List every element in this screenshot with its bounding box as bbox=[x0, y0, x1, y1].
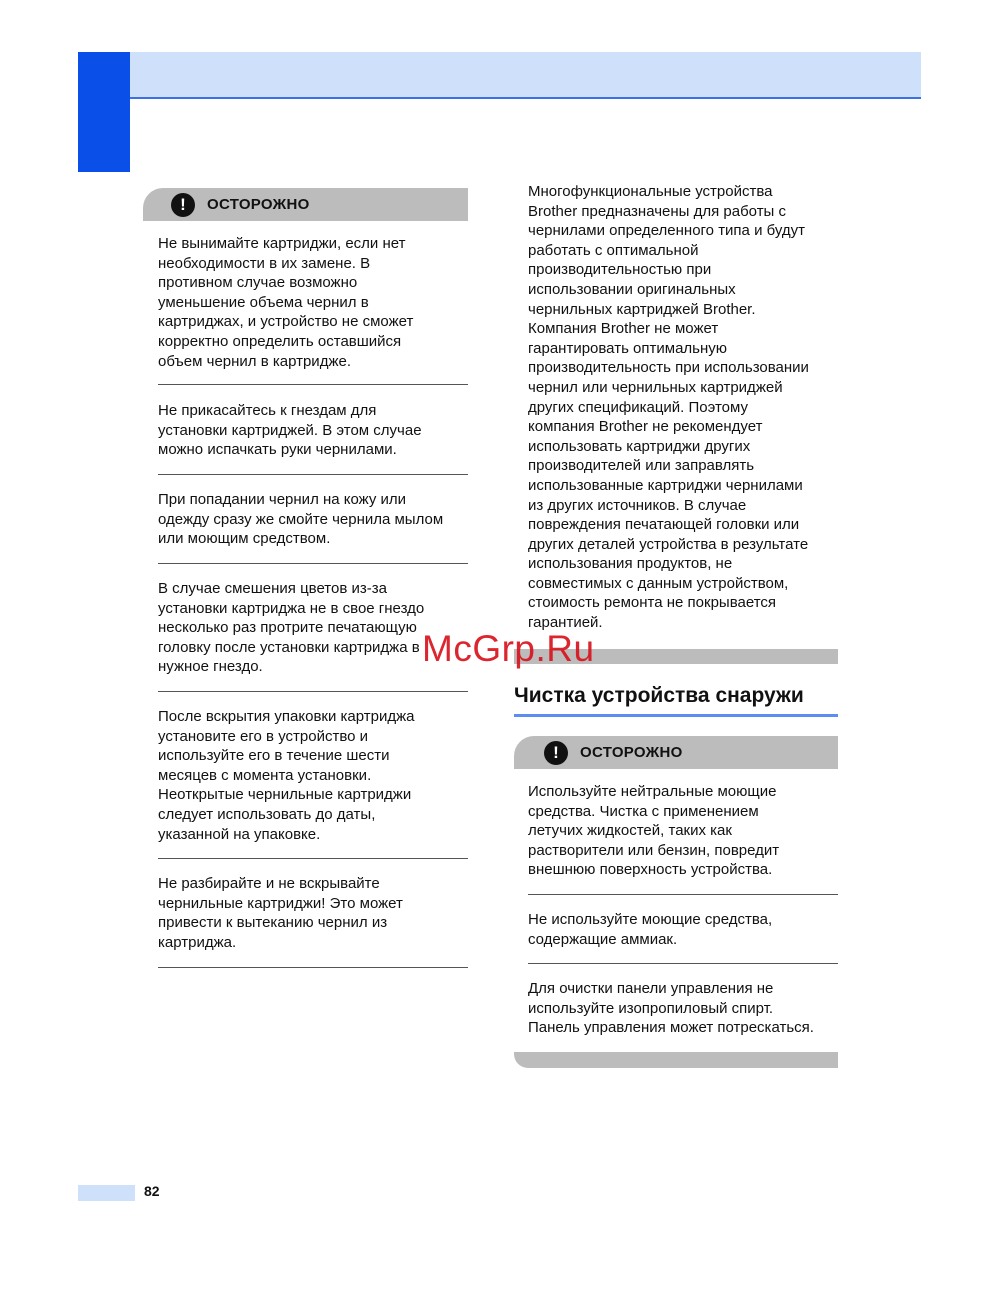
caution-paragraph: В случае смешения цветов из-за установки картриджа не в свое гнездо несколько раз протрите печатающую головку после установки картриджа в нужное гнездо. bbox=[158, 580, 425, 676]
exclamation-icon: ! bbox=[544, 741, 568, 765]
divider bbox=[158, 691, 468, 692]
caution-paragraph: Не разбирайте и не вскрывайте чернильные картриджи! Это может привести к вытеканию чернил из картриджа. bbox=[158, 875, 403, 951]
caution-header-right bbox=[514, 736, 838, 769]
divider bbox=[158, 474, 468, 475]
divider bbox=[158, 563, 468, 564]
caution-label: ОСТОРОЖНО bbox=[580, 744, 683, 761]
chapter-tab-block bbox=[78, 52, 130, 172]
caution-paragraph: Используйте нейтральные моющие средства. Чистка с применением летучих жидкостей, таких как растворители или бензин, повредит внешнюю поверхность устройства. bbox=[528, 783, 780, 879]
section-heading: Чистка устройства снаружи bbox=[514, 684, 838, 717]
page-number: 82 bbox=[144, 1183, 160, 1199]
caution-footer-bar bbox=[514, 1052, 838, 1068]
caution-paragraph: После вскрытия упаковки картриджа установите его в устройство и используйте его в течение шести месяцев с момента установки. Неоткрытые чернильные картриджи следует использовать до даты, указанной на упаковке. bbox=[158, 708, 415, 843]
footer-tab bbox=[78, 1185, 135, 1201]
body-paragraph: Многофункциональные устройства Brother предназначены для работы с чернилами определенного типа и будут работать с оптимальной производительностью при использовании оригинальных чернильных картриджей Brother. Компания Brother не может гарантировать оптимальную производительность при использовании чернил или чернильных картриджей других спецификаций. Поэтому компания Brother не рекомендует использовать картриджи других производителей или заправлять использованные картриджи чернилами из других источников. В случае повреждения печатающей головки или других деталей устройства в результате использования продуктов, не совместимых с данным устройством, стоимость ремонта не покрывается гарантией. bbox=[528, 183, 809, 632]
caution-paragraph: Не вынимайте картриджи, если нет необходимости в их замене. В противном случае возможно уменьшение объема чернил в картриджах, и устройство не сможет корректно определить оставшийся объем чернил в картридже. bbox=[158, 235, 414, 370]
caution-header-left bbox=[143, 188, 468, 221]
caution-paragraph: Для очистки панели управления не используйте изопропиловый спирт. Панель управления может потрескаться. bbox=[528, 980, 814, 1037]
caution-paragraph: Не прикасайтесь к гнездам для установки картриджей. В этом случае можно испачкать руки чернилами. bbox=[158, 402, 422, 459]
caution-label: ОСТОРОЖНО bbox=[207, 196, 310, 213]
divider bbox=[158, 384, 468, 385]
divider bbox=[158, 967, 468, 968]
header-band bbox=[130, 52, 921, 99]
caution-paragraph: Не используйте моющие средства, содержащие аммиак. bbox=[528, 911, 773, 948]
caution-paragraph: При попадании чернил на кожу или одежду сразу же смойте чернила мылом или моющим средством. bbox=[158, 491, 444, 548]
exclamation-icon: ! bbox=[171, 193, 195, 217]
watermark: McGrp.Ru bbox=[422, 628, 595, 669]
divider bbox=[528, 894, 838, 895]
divider bbox=[528, 963, 838, 964]
divider bbox=[158, 858, 468, 859]
